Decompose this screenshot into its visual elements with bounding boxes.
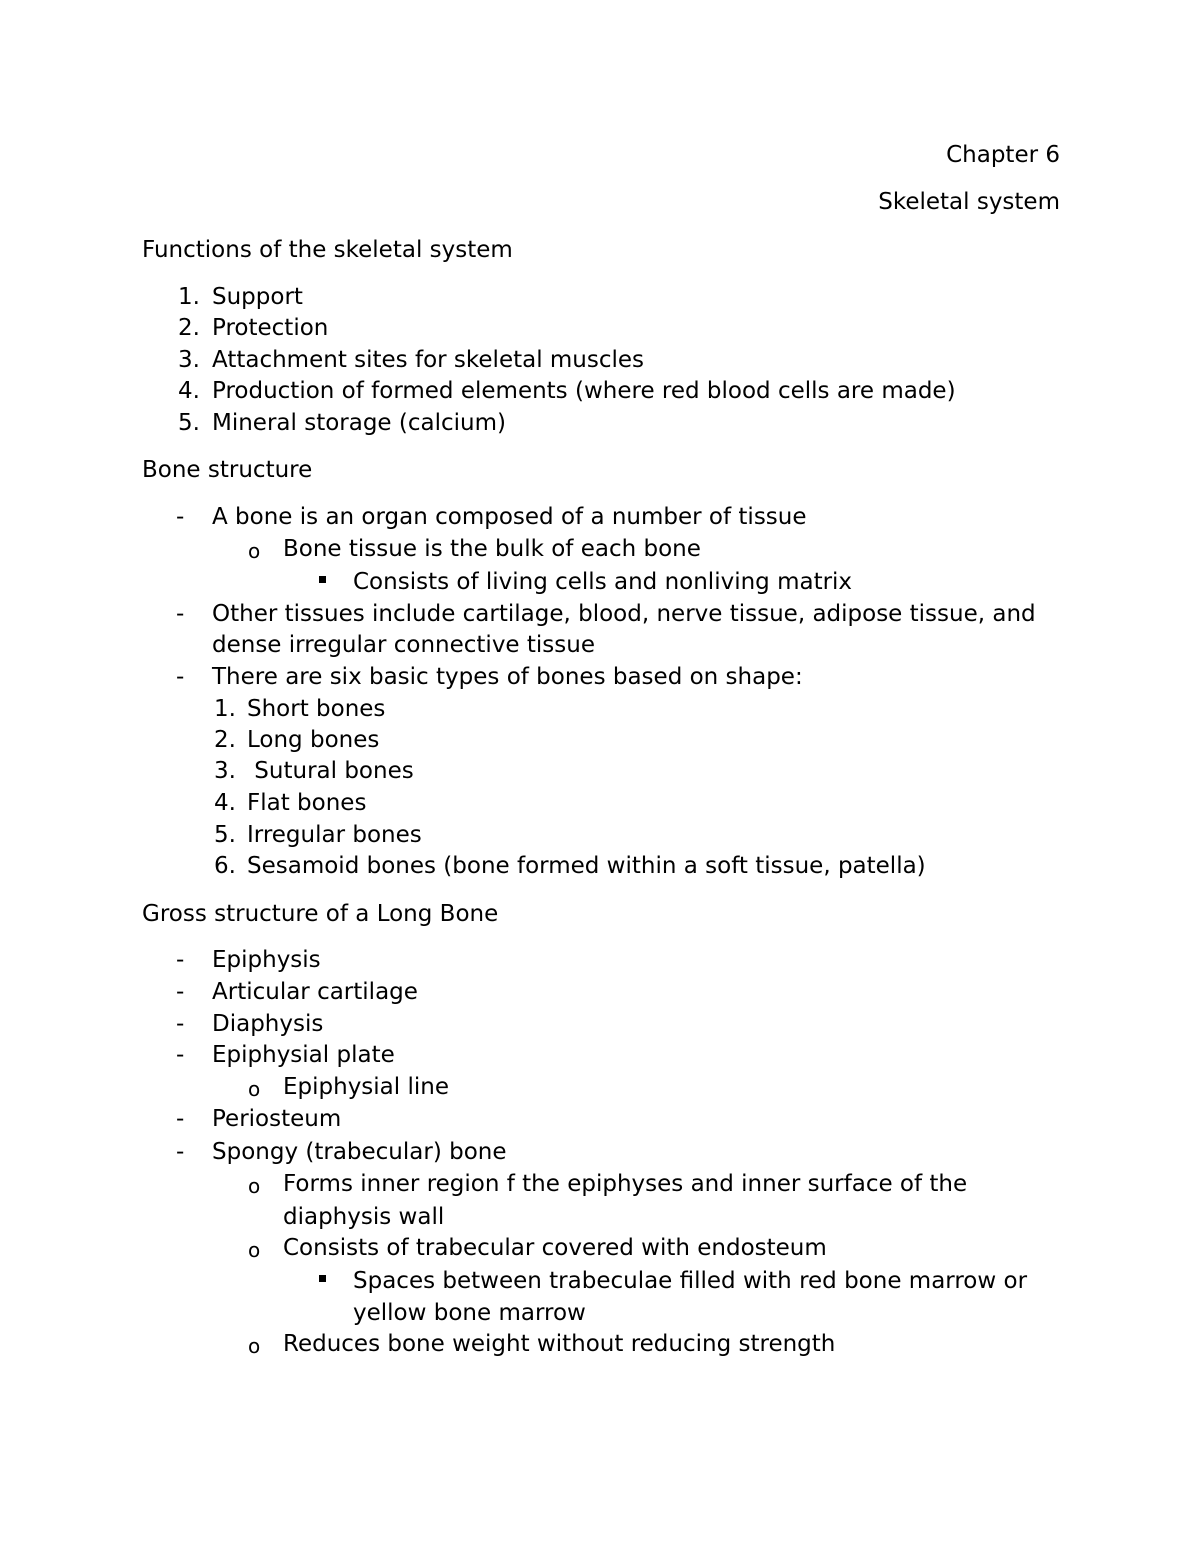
list-item: Consists of trabecular covered with endosteum: [283, 1235, 827, 1261]
list-item-continuation: yellow bone marrow: [353, 1300, 586, 1326]
list-item: Other tissues include cartilage, blood, nerve tissue, adipose tissue, and: [212, 601, 1036, 627]
circle-bullet: o: [248, 1077, 261, 1101]
dash-bullet: -: [176, 1139, 185, 1165]
list-item: Production of formed elements (where red blood cells are made): [212, 378, 956, 404]
functions-heading: Functions of the skeletal system: [142, 237, 513, 263]
dash-bullet: -: [176, 1042, 185, 1068]
list-item: Diaphysis: [212, 1011, 324, 1037]
list-item: Protection: [212, 315, 329, 341]
list-item: A bone is an organ composed of a number of tissue: [212, 504, 807, 530]
list-number: 3.: [214, 758, 236, 784]
long-bone-heading: Gross structure of a Long Bone: [142, 901, 499, 927]
list-item: Epiphysis: [212, 947, 321, 973]
list-item: Attachment sites for skeletal muscles: [212, 347, 645, 373]
list-number: 3.: [178, 347, 200, 373]
list-item: Spongy (trabecular) bone: [212, 1139, 507, 1165]
list-item: Epiphysial plate: [212, 1042, 395, 1068]
list-item: Epiphysial line: [283, 1074, 449, 1100]
dash-bullet: -: [176, 979, 185, 1005]
circle-bullet: o: [248, 1238, 261, 1262]
list-item: Long bones: [247, 727, 380, 753]
list-item: Mineral storage (calcium): [212, 410, 506, 436]
circle-bullet: o: [248, 1174, 261, 1198]
dash-bullet: -: [176, 601, 185, 627]
list-item: Spaces between trabeculae filled with red bone marrow or: [353, 1268, 1028, 1294]
bone-structure-heading: Bone structure: [142, 457, 313, 483]
list-number: 1.: [214, 696, 236, 722]
dash-bullet: -: [176, 947, 185, 973]
list-item: Bone tissue is the bulk of each bone: [283, 536, 701, 562]
dash-bullet: -: [176, 504, 185, 530]
list-number: 6.: [214, 853, 236, 879]
list-item: Flat bones: [247, 790, 367, 816]
list-item: Articular cartilage: [212, 979, 418, 1005]
dash-bullet: -: [176, 664, 185, 690]
dash-bullet: -: [176, 1011, 185, 1037]
list-item: Irregular bones: [247, 822, 422, 848]
list-number: 2.: [214, 727, 236, 753]
square-bullet: [319, 576, 326, 583]
list-item-continuation: diaphysis wall: [283, 1204, 445, 1230]
list-item: Periosteum: [212, 1106, 342, 1132]
circle-bullet: o: [248, 1334, 261, 1358]
list-item: Consists of living cells and nonliving matrix: [353, 569, 853, 595]
circle-bullet: o: [248, 539, 261, 563]
list-number: 1.: [178, 284, 200, 310]
list-item: Support: [212, 284, 303, 310]
list-item: Reduces bone weight without reducing strength: [283, 1331, 836, 1357]
list-number: 4.: [214, 790, 236, 816]
chapter-title: Chapter 6: [946, 142, 1060, 168]
list-item: Forms inner region f the epiphyses and inner surface of the: [283, 1171, 968, 1197]
list-number: 4.: [178, 378, 200, 404]
list-number: 5.: [214, 822, 236, 848]
list-number: 2.: [178, 315, 200, 341]
dash-bullet: -: [176, 1106, 185, 1132]
list-item: Short bones: [247, 696, 386, 722]
list-item: Sutural bones: [247, 758, 414, 784]
list-item: There are six basic types of bones based on shape:: [212, 664, 803, 690]
square-bullet: [319, 1275, 326, 1282]
list-item-continuation: dense irregular connective tissue: [212, 632, 595, 658]
list-item: Sesamoid bones (bone formed within a soft tissue, patella): [247, 853, 926, 879]
list-number: 5.: [178, 410, 200, 436]
subject-title: Skeletal system: [878, 189, 1060, 215]
